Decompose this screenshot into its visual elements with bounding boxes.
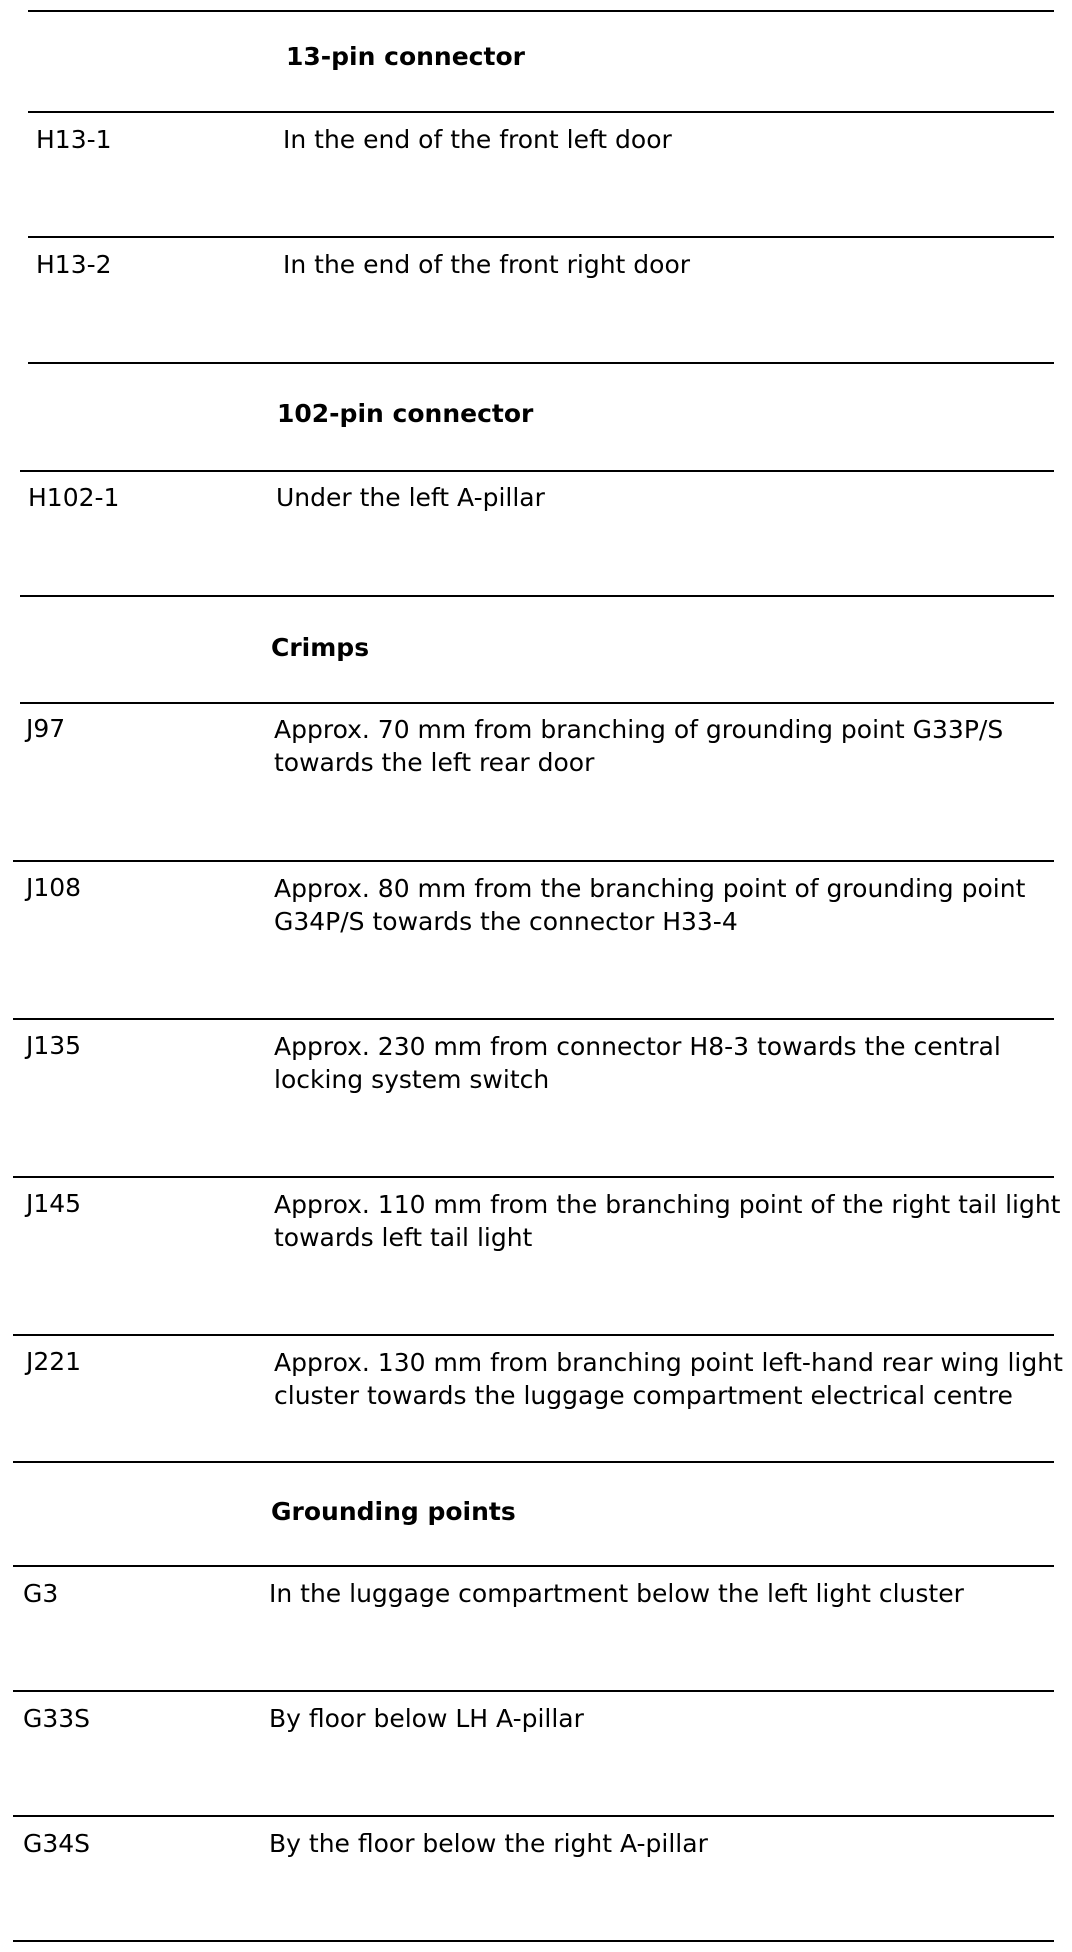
row-description: Approx. 80 mm from the branching point of grounding point G34P/S towards the connector H33-4 bbox=[274, 874, 1026, 936]
row-description: In the end of the front left door bbox=[283, 125, 672, 154]
table-rule bbox=[20, 702, 1054, 704]
table-rule bbox=[13, 1176, 1054, 1178]
row-code: H13-2 bbox=[36, 250, 112, 279]
row-code: J97 bbox=[26, 714, 66, 743]
row-code: J145 bbox=[26, 1189, 82, 1218]
table-rule bbox=[20, 470, 1054, 472]
section-heading: Grounding points bbox=[271, 1497, 516, 1526]
table-rule bbox=[13, 1461, 1054, 1463]
row-description: Approx. 230 mm from connector H8-3 towards the central locking system switch bbox=[274, 1032, 1001, 1094]
table-rule bbox=[13, 1815, 1054, 1817]
row-description: Approx. 130 mm from branching point left-hand rear wing light cluster towards the luggage compartment electrical centre bbox=[274, 1348, 1063, 1410]
row-description: By floor below LH A-pillar bbox=[269, 1704, 584, 1733]
row-code: H102-1 bbox=[28, 483, 120, 512]
row-description: In the end of the front right door bbox=[283, 250, 691, 279]
table-rule bbox=[28, 10, 1054, 12]
table-rule bbox=[20, 595, 1054, 597]
row-description: Under the left A-pillar bbox=[276, 483, 545, 512]
table-rule bbox=[13, 1565, 1054, 1567]
row-description: In the luggage compartment below the left light cluster bbox=[269, 1579, 964, 1608]
row-code: G3 bbox=[23, 1579, 59, 1608]
section-heading: Crimps bbox=[271, 633, 370, 662]
table-rule bbox=[13, 1690, 1054, 1692]
row-code: H13-1 bbox=[36, 125, 112, 154]
row-code: G34S bbox=[23, 1829, 91, 1858]
row-code: G33S bbox=[23, 1704, 91, 1733]
row-code: J108 bbox=[26, 873, 82, 902]
row-description: Approx. 70 mm from branching of grounding point G33P/S towards the left rear door bbox=[274, 715, 1004, 777]
row-code: J221 bbox=[26, 1347, 82, 1376]
row-description: Approx. 110 mm from the branching point of the right tail light towards left tail light bbox=[274, 1190, 1061, 1252]
table-rule bbox=[13, 1334, 1054, 1336]
section-heading: 13-pin connector bbox=[286, 42, 525, 71]
table-rule bbox=[13, 1018, 1054, 1020]
table-rule bbox=[13, 860, 1054, 862]
row-description: By the floor below the right A-pillar bbox=[269, 1829, 708, 1858]
row-code: J135 bbox=[26, 1031, 82, 1060]
section-heading: 102-pin connector bbox=[277, 399, 534, 428]
table-rule bbox=[28, 236, 1054, 238]
table-rule bbox=[28, 111, 1054, 113]
table-rule bbox=[13, 1940, 1054, 1942]
table-rule bbox=[28, 362, 1054, 364]
